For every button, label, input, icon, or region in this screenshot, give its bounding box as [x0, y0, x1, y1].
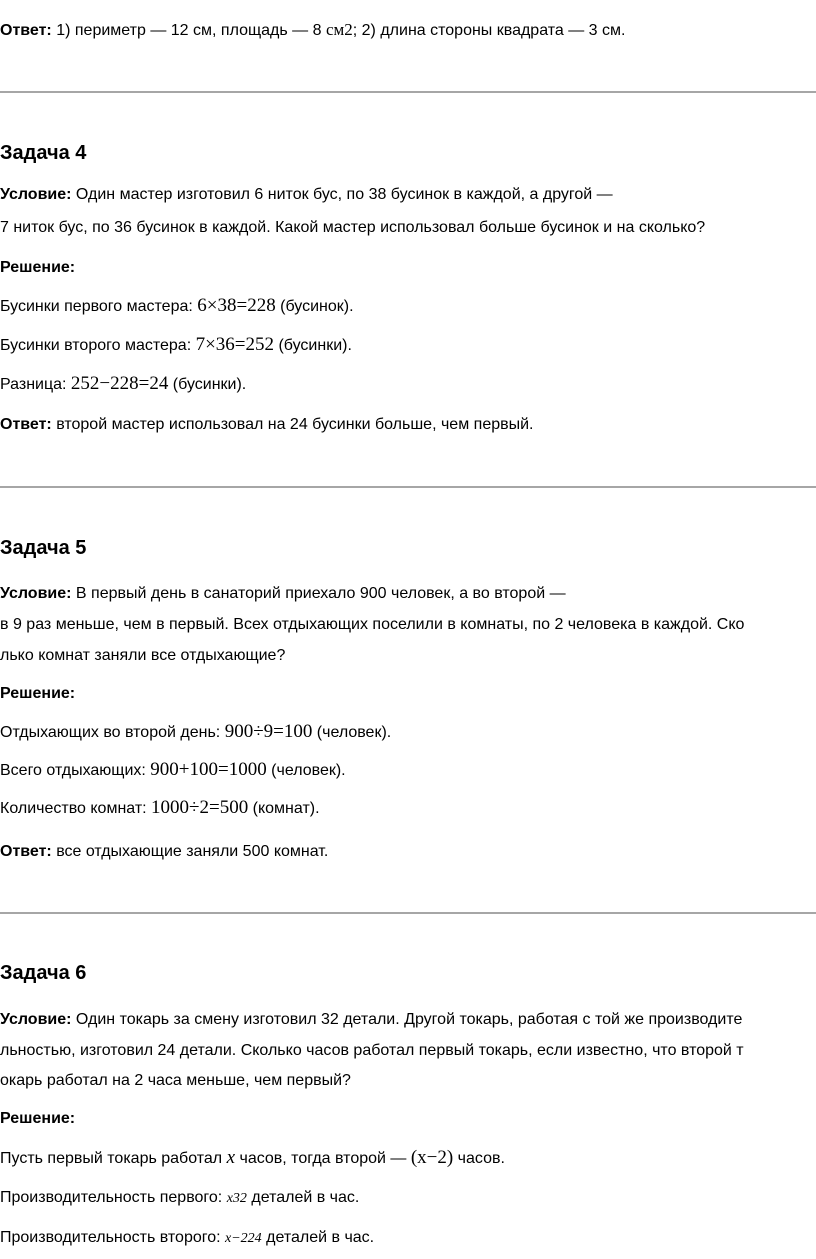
answer-text-a: 1) периметр — 12 см, площадь — 8 [51, 22, 326, 39]
step-text: Производительность первого: [0, 1189, 227, 1206]
task6-step2 [0, 1187, 359, 1210]
task4-step1 [0, 295, 354, 318]
answer-label: Ответ: [0, 843, 52, 860]
section-divider [0, 912, 816, 914]
task6-step1 [0, 1147, 505, 1170]
math-expression: 1000÷2=500 [151, 797, 249, 818]
math-variable: x [226, 1147, 236, 1168]
math-expression: x−224 [225, 1231, 262, 1246]
task6-condition-line2: льностью, изготовил 24 детали. Сколько часов работал первый токарь, если известно, что второй т [0, 1042, 744, 1059]
task5-heading: Задача 5 [0, 537, 87, 559]
task6-step3 [0, 1227, 374, 1250]
task4-condition-line2: 7 ниток бус, по 36 бусинок в каждой. Какой мастер использовал больше бусинок и на сколько? [0, 219, 706, 236]
task4-step3 [0, 373, 246, 396]
condition-text: В первый день в санаторий приехало 900 человек, а во второй — [71, 585, 566, 602]
step-text: (человек). [266, 762, 346, 779]
step-text: (комнат). [248, 800, 320, 817]
step-text: Отдыхающих во второй день: [0, 724, 225, 741]
task6-condition-line1 [0, 1009, 742, 1031]
task5-condition-line2: в 9 раз меньше, чем в первый. Всех отдыхающих поселили в комнаты, по 2 человека в каждой. Ско [0, 616, 745, 633]
task5-condition-line3: лько комнат заняли все отдыхающие? [0, 647, 286, 664]
math-expression: 6×38=228 [197, 295, 276, 316]
answer-text: все отдыхающие заняли 500 комнат. [51, 843, 329, 860]
math-expression: 900÷9=100 [224, 721, 313, 742]
condition-text: Один мастер изготовил 6 ниток бус, по 38 бусинок в каждой, а другой — [71, 186, 613, 203]
step-text: Производительность второго: [0, 1229, 226, 1246]
task6-solution-label: Решение: [0, 1110, 76, 1127]
task4-heading: Задача 4 [0, 142, 87, 164]
task5-step3 [0, 797, 320, 820]
step-text: деталей в час. [261, 1229, 375, 1246]
task5-condition-line1 [0, 583, 566, 605]
task4-solution-label: Решение: [0, 259, 76, 276]
step-text: Всего отдыхающих: [0, 762, 151, 779]
task5-step2 [0, 759, 346, 782]
top-answer-line [0, 19, 625, 42]
math-expression: 900+100=1000 [150, 759, 267, 780]
task5-solution-label: Решение: [0, 685, 76, 702]
step-text: Количество комнат: [0, 800, 152, 817]
task6-heading: Задача 6 [0, 962, 87, 984]
task5-step1 [0, 721, 391, 744]
task4-condition-line1 [0, 184, 613, 206]
math-expression: (x−2) [410, 1147, 454, 1168]
section-divider [0, 486, 816, 488]
step-text: (бусинки). [168, 376, 247, 393]
step-text: Пусть первый токарь работал [0, 1150, 227, 1167]
step-text: Бусинки второго мастера: [0, 337, 196, 354]
answer-text: второй мастер использовал на 24 бусинки больше, чем первый. [51, 416, 534, 433]
condition-label: Условие: [0, 186, 72, 203]
task4-step2 [0, 334, 352, 357]
condition-text: Один токарь за смену изготовил 32 детали. Другой токарь, работая с той же производите [71, 1011, 743, 1028]
task5-answer [0, 841, 328, 863]
answer-label: Ответ: [0, 416, 52, 433]
answer-text-b: ; 2) длина стороны квадрата — 3 см. [352, 22, 626, 39]
step-text: часов, тогда второй — [235, 1150, 411, 1167]
answer-label: Ответ: [0, 22, 52, 39]
section-divider [0, 91, 816, 93]
step-text: (бусинок). [275, 298, 354, 315]
condition-label: Условие: [0, 1011, 72, 1028]
step-text: часов. [453, 1150, 505, 1167]
condition-label: Условие: [0, 585, 72, 602]
math-expression: x32 [226, 1191, 247, 1206]
step-text: (бусинки). [274, 337, 352, 354]
step-text: (человек). [312, 724, 392, 741]
step-text: Бусинки первого мастера: [0, 298, 198, 315]
step-text: Разница: [0, 376, 71, 393]
area-unit: см2 [325, 20, 353, 39]
task6-condition-line3: окарь работал на 2 часа меньше, чем первый? [0, 1072, 351, 1089]
step-text: деталей в час. [246, 1189, 360, 1206]
math-expression: 7×36=252 [195, 334, 275, 355]
task4-answer [0, 414, 534, 436]
math-expression: 252−228=24 [70, 373, 169, 394]
